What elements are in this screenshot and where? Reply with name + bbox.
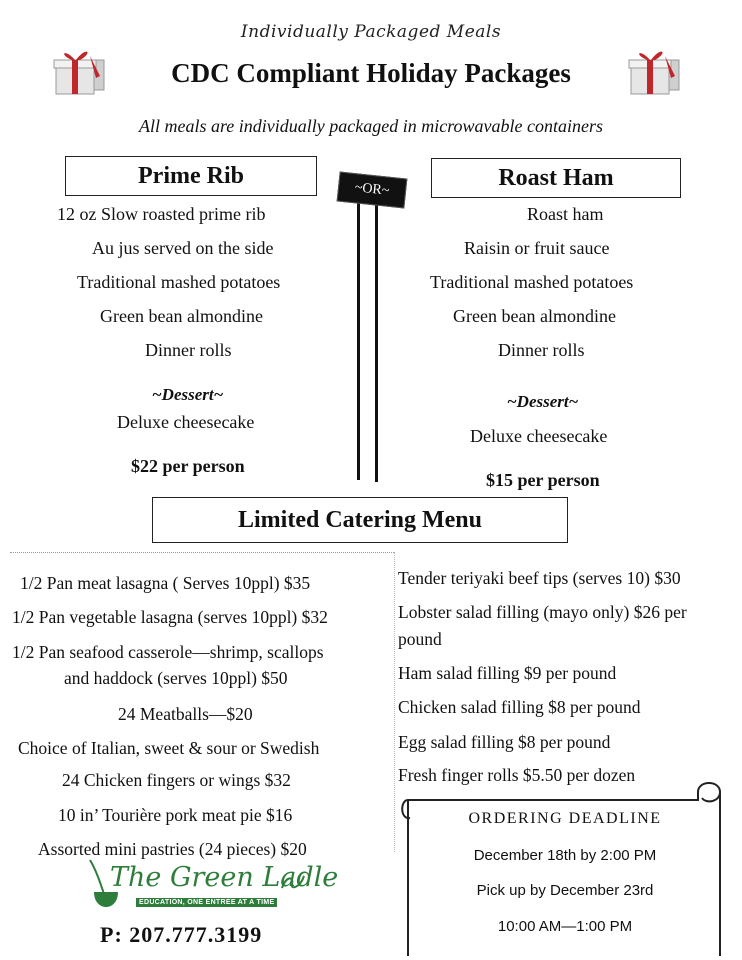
catering-right-item: Tender teriyaki beef tips (serves 10) $30 [398, 568, 681, 588]
prime-rib-item: Au jus served on the side [92, 238, 274, 258]
roast-ham-item: Dinner rolls [498, 340, 585, 360]
sign-post-left [357, 200, 360, 480]
roast-ham-dessert: Deluxe cheesecake [470, 426, 608, 446]
deadline-title: ORDERING DEADLINE [468, 810, 662, 827]
page-title: CDC Compliant Holiday Packages [171, 58, 571, 88]
or-sign-label: ~OR~ [354, 180, 391, 199]
catering-right-item: Fresh finger rolls $5.50 per dozen [398, 765, 636, 785]
catering-left-item: 1/2 Pan meat lasagna ( Serves 10ppl) $35 [20, 573, 311, 593]
catering-left-item: and haddock (serves 10ppl) $50 [64, 668, 288, 688]
catering-right-item: Chicken salad filling $8 per pound [398, 697, 641, 717]
header-script-line: Individually Packaged Meals [240, 22, 502, 42]
prime-rib-price: $22 per person [131, 456, 245, 476]
page-subtitle: All meals are individually packaged in microwavable containers [138, 116, 604, 136]
catering-left-item: Assorted mini pastries (24 pieces) $20 [38, 839, 307, 859]
dotted-divider-vertical [394, 552, 395, 852]
catering-title-box [152, 497, 568, 543]
roast-ham-price: $15 per person [486, 470, 600, 490]
catering-left-item: 24 Meatballs—$20 [118, 704, 253, 724]
roast-ham-item: Raisin or fruit sauce [464, 238, 610, 258]
prime-rib-item: Dinner rolls [145, 340, 232, 360]
deadline-line: Pick up by December 23rd [476, 882, 654, 899]
roast-ham-item: Roast ham [527, 204, 604, 224]
or-sign [337, 172, 408, 209]
prime-rib-dessert: Deluxe cheesecake [117, 412, 255, 432]
catering-right-item: Lobster salad filling (mayo only) $26 per [398, 602, 687, 622]
roast-ham-item: Traditional mashed potatoes [430, 272, 634, 292]
catering-right-item: pound [398, 629, 442, 649]
logo-tagline: EDUCATION, ONE ENTRÉE AT A TIME [136, 898, 277, 907]
phone-number: P: 207.777.3199 [100, 922, 263, 947]
deadline-line: 10:00 AM—1:00 PM [497, 918, 633, 935]
prime-rib-item: 12 oz Slow roasted prime rib [57, 204, 266, 224]
prime-rib-item: Green bean almondine [100, 306, 263, 326]
roast-ham-title: Roast Ham [498, 164, 614, 191]
catering-right-item: Egg salad filling $8 per pound [398, 732, 611, 752]
steam-swirl-icon [280, 870, 306, 892]
catering-left-item: 1/2 Pan seafood casserole—shrimp, scallops [12, 642, 324, 662]
roast-ham-title-box [431, 158, 681, 198]
catering-right-item: Ham salad filling $9 per pound [398, 663, 617, 683]
catering-left-item: 24 Chicken fingers or wings $32 [62, 770, 291, 790]
prime-rib-title: Prime Rib [138, 162, 244, 189]
catering-title: Limited Catering Menu [238, 506, 482, 533]
catering-left-item: 10 in’ Tourière pork meat pie $16 [58, 805, 293, 825]
logo-name: The Green Ladle [110, 862, 339, 893]
sign-post-right [375, 200, 378, 482]
dotted-divider [10, 552, 394, 553]
roast-ham-item: Green bean almondine [453, 306, 616, 326]
catering-left-item: Choice of Italian, sweet & sour or Swedish [18, 738, 320, 758]
roast-ham-dessert-heading: ~Dessert~ [507, 392, 579, 411]
deadline-line: December 18th by 2:00 PM [473, 847, 657, 864]
prime-rib-item: Traditional mashed potatoes [77, 272, 281, 292]
prime-rib-title-box [65, 156, 317, 196]
catering-left-item: 1/2 Pan vegetable lasagna (serves 10ppl) $32 [12, 607, 328, 627]
prime-rib-dessert-heading: ~Dessert~ [152, 385, 224, 404]
